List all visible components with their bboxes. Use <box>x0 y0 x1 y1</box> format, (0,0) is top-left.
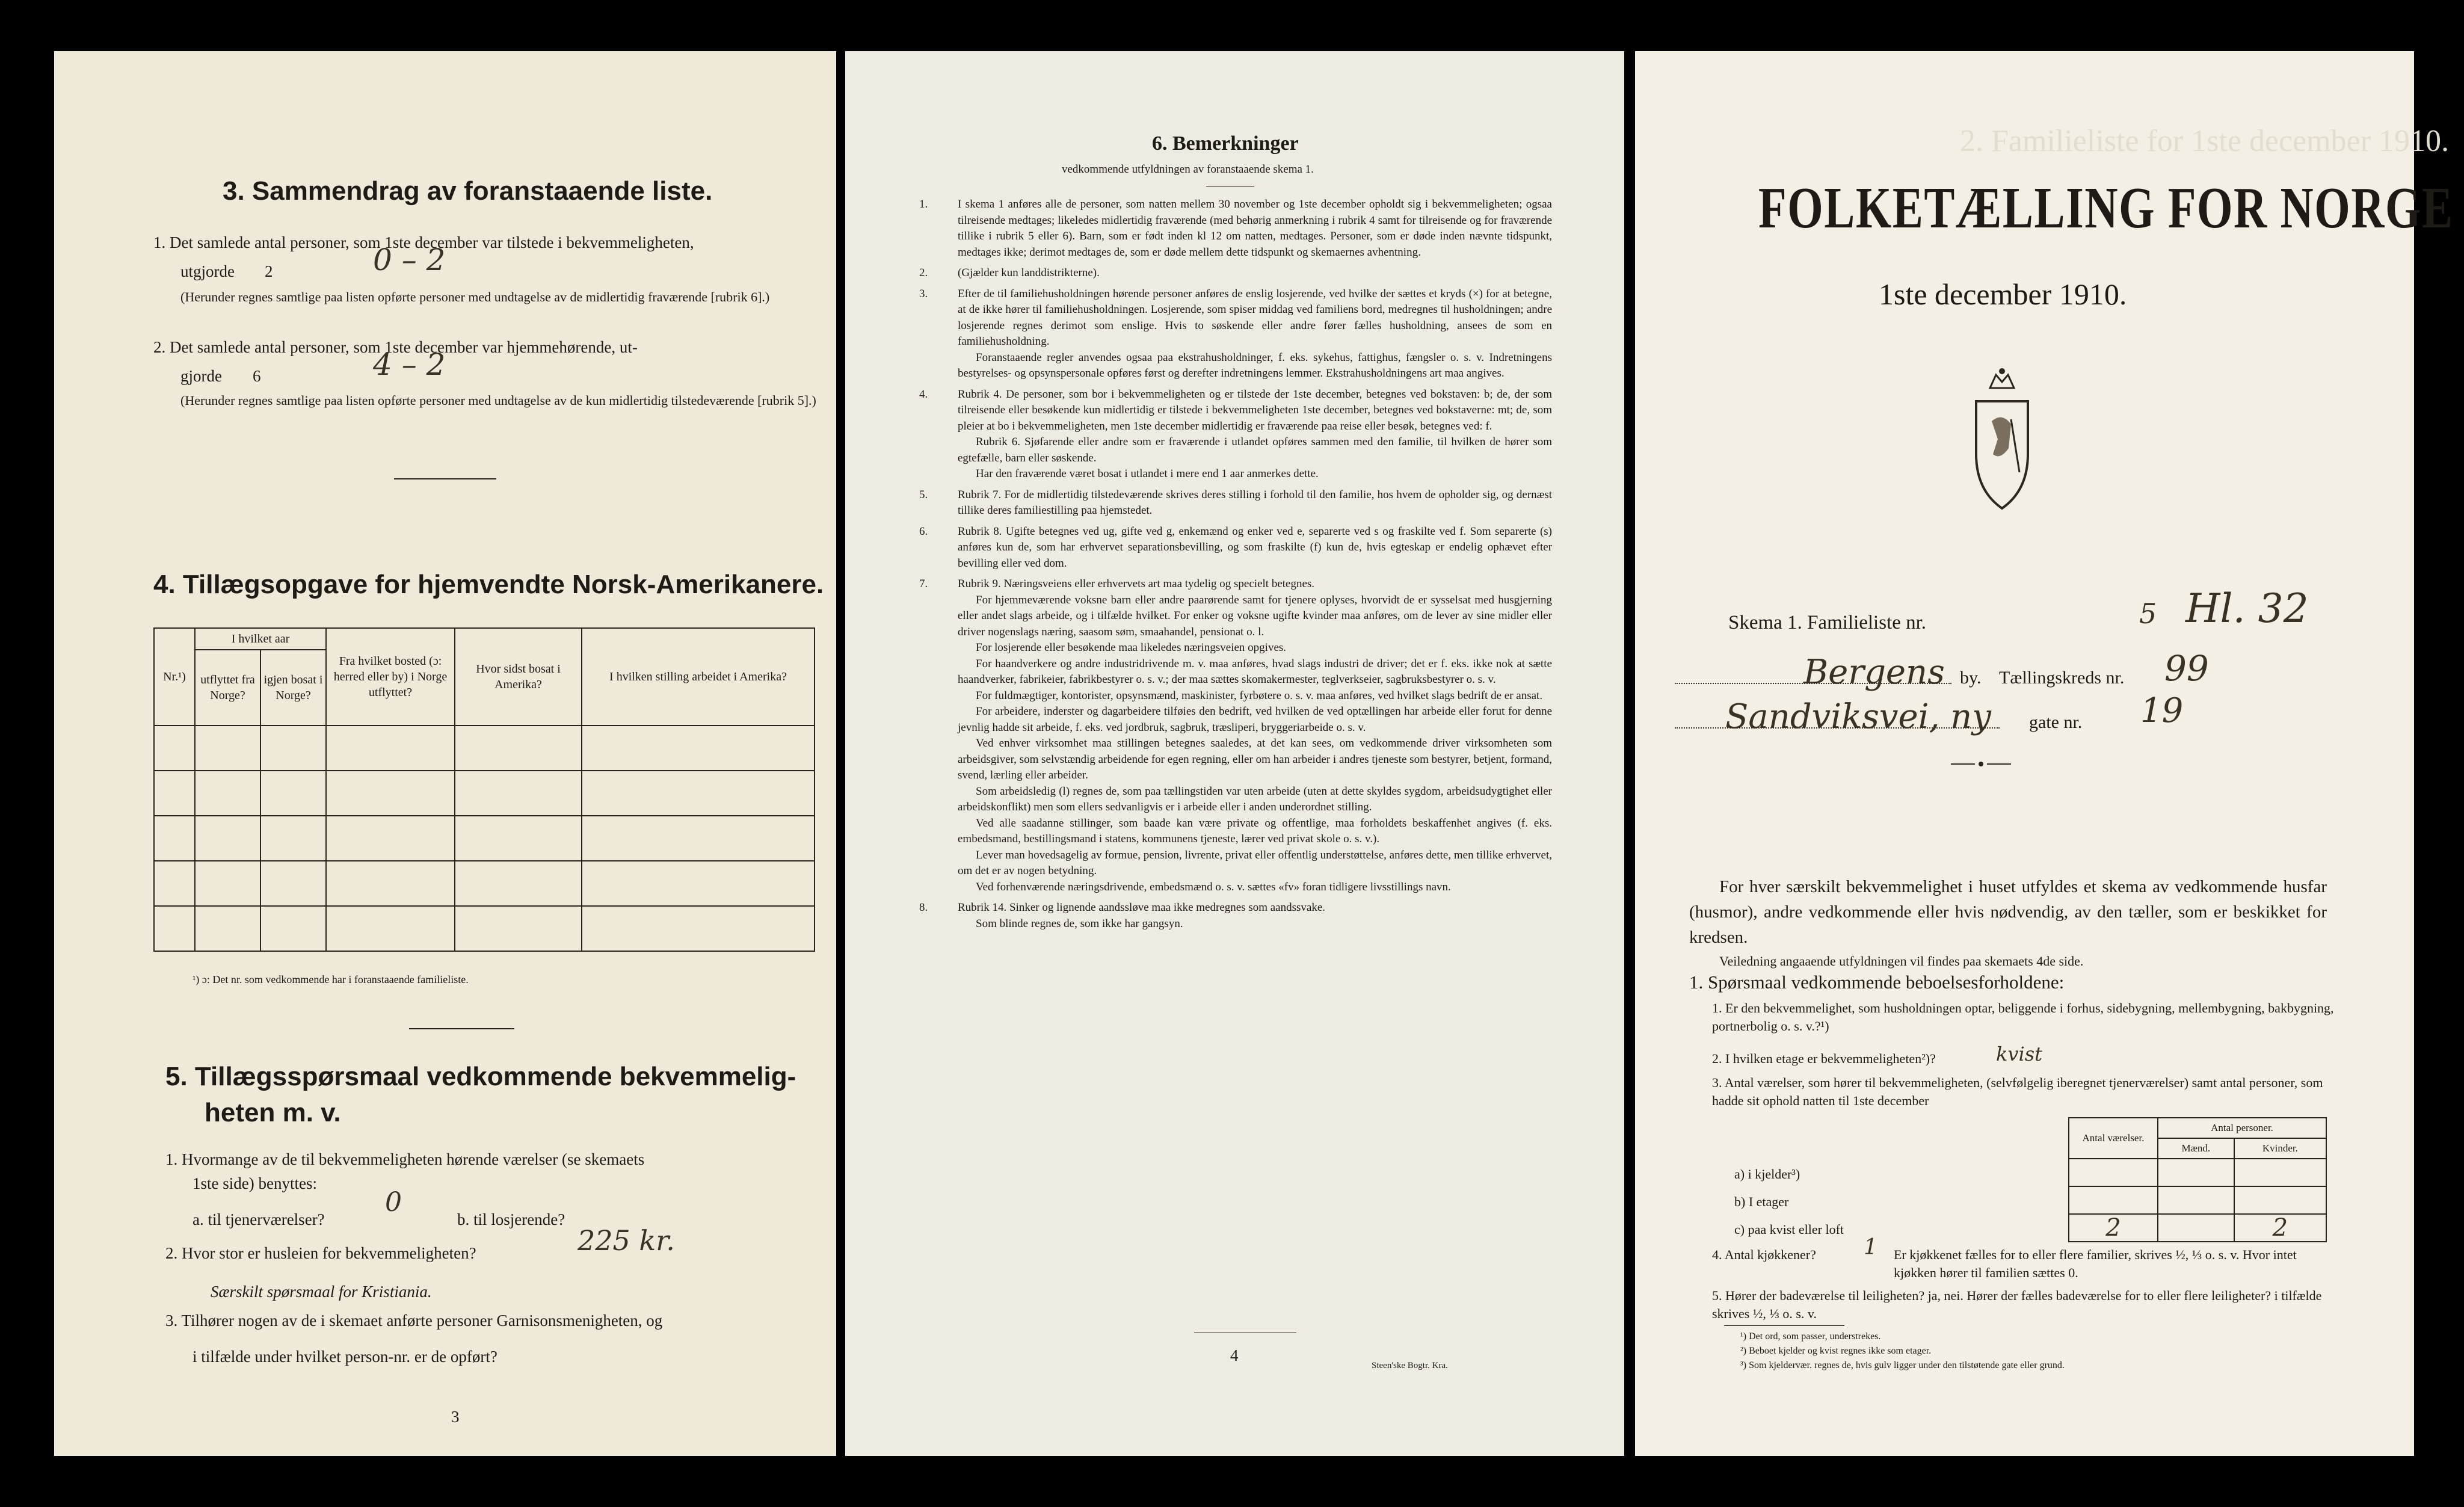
document-title: FOLKETÆLLING FOR NORGE <box>1758 176 2454 241</box>
cell-b-maend <box>2158 1186 2234 1214</box>
table-cell <box>195 726 260 771</box>
remark-paragraph: For haandverkere og andre industridrivende m. v. maa anføres, hvad slags industri de driver; det er f. eks. ikke nok at sætte haandverker, fabrikeier, fabrikbestyrer o. s. v.; der maa sættes skomakermester, teglverkseier, sagbruksbestyrer o. s. v. <box>958 657 1552 686</box>
table-cell <box>154 861 195 906</box>
s5-special: Særskilt spørsmaal for Kristiania. <box>211 1283 432 1301</box>
divider <box>1724 1325 1844 1326</box>
table-cell <box>326 816 455 861</box>
q5-text: 5. Hører der badeværelse til leiligheten? ja, nei. Hører der fælles badeværelse for to eller flere leiligheter? i tilfælde skrives ½, ⅓ o. s. v. <box>1712 1288 2322 1321</box>
remark-paragraph: For hjemmeværende voksne barn eller andre paarørende samt for tjenere oplyses, hvorvidt de er sysselsat med husgjerning eller andet slags arbeide, og i tilfælde hvilket. For enker og voksne ugifte kvinder maa anføres, om de lever av sine midler eller driver nogenslags næring, saasom søm, smaahandel, pensionat o. l. <box>958 593 1552 638</box>
divider <box>394 478 496 479</box>
remark-paragraph: Har den fraværende været bosat i utlandet i mere end 1 aar anmerkes dette. <box>976 467 1319 480</box>
page-3 <box>54 51 836 1456</box>
s3-q1-label: utgjorde <box>180 262 235 280</box>
table-cell <box>582 861 815 906</box>
census-date: 1ste december 1910. <box>1879 277 2127 311</box>
cell-c-maend <box>2158 1214 2234 1242</box>
skema-nr: 5 <box>2139 597 2157 630</box>
page-4 <box>845 51 1624 1456</box>
remark-paragraph: Ved alle saadanne stillinger, som baade kan være private og offentlige, maa forholdets beskaffenhet angives (f. eks. embedsmand, bestillingsmand i statens, kommunens tjeneste, lærer ved privat skole o. s. v.). <box>958 816 1552 845</box>
cell-a-vaer <box>2069 1159 2158 1186</box>
s3-q2-note: (Herunder regnes samtlige paa listen opførte personer med undtagelse av de kun midlertidig tilstedeværende [rubrik 5].) <box>180 393 816 408</box>
table-cell <box>260 861 326 906</box>
street-line <box>1675 727 2000 729</box>
krets-label: Tællingskreds nr. <box>1999 668 2125 688</box>
skema-label: Skema 1. Familieliste nr. <box>1728 612 1927 633</box>
page-number-3: 3 <box>451 1408 460 1426</box>
col-utflyttet: utflyttet fra Norge? <box>195 650 260 726</box>
table-cell <box>326 771 455 816</box>
q4-rest: Er kjøkkenet fælles for to eller flere familier, skrives ½, ⅓ o. s. v. Hvor intet kjøkken hører til familien sættes 0. <box>1894 1247 2297 1280</box>
table-cell <box>582 771 815 816</box>
printer-imprint: Steen'ske Bogtr. Kra. <box>1372 1361 1448 1370</box>
s3-q1-text: 1. Det samlede antal personer, som 1ste december var tilstede i bekvemmeligheten, <box>153 233 694 251</box>
table-cell <box>260 906 326 951</box>
cell-a-kv <box>2234 1159 2326 1186</box>
s3-q1-note: (Herunder regnes samtlige paa listen opførte personer med undtagelse av de midlertidig fraværende [rubrik 6].) <box>180 289 770 304</box>
remark-text: Efter de til familiehusholdningen hørende personer anføres de enslig losjerende, ved hvilke der sættes et kryds (×) for at betegne, at de ikke hører til familiehusholdningen. Losjerende, som spiser middag ved familiens bord, medregnes til husholdningen; andre losjerende regnes derimot som enslige. Hvis to søskende eller andre fører fælles husholdning, ansees de som en familiehusholdning. <box>958 287 1552 348</box>
remark-paragraph <box>919 900 1552 916</box>
ghost-text: 2. Familieliste for 1ste december 1910. <box>1960 124 2450 158</box>
veiledning-text: Veiledning angaaende utfyldningen vil findes paa skemaets 4de side. <box>1719 954 2084 969</box>
city-handwriting: Bergens <box>1803 653 1945 692</box>
remark-paragraph: Ved enhver virksomhet maa stillingen betegnes saaledes, at det kan sees, om vedkommende driver virksomheten som arbeidsgiver, som selvstændig arbeidende for egen regning, eller om han arbeider i andres tjeneste som bestyrer, betjent, formand, svend, lærling eller arbeider. <box>958 737 1552 781</box>
table-cell <box>154 816 195 861</box>
table-cell <box>455 726 582 771</box>
table-cell <box>326 861 455 906</box>
remark-text: Rubrik 4. De personer, som bor i bekvemmeligheten og er tilstede der 1ste december, betegnes ved bokstaven: b; de, der som tilreisende eller besøkende kun midlertidig er tilstede i bekvemmeligheten 1ste december, betegnes ved bokstaverne: mt; de, som pleier at bo i bekvemmeligheten, men 1ste december midlertidig er fraværende paa reise eller besøk, betegnes ved: f. <box>958 387 1552 433</box>
s5-q1-text-cont: 1ste side) benyttes: <box>192 1174 317 1192</box>
remark-text: (Gjælder kun landdistrikterne). <box>958 267 1100 279</box>
col-stilling: I hvilken stilling arbeidet i Amerika? <box>582 628 815 726</box>
table-cell <box>154 726 195 771</box>
q4-value: 1 <box>1864 1235 1877 1260</box>
table-cell <box>154 906 195 951</box>
remark-number: 1. <box>919 198 928 211</box>
section-3-heading: 3. Sammendrag av foranstaaende liste. <box>223 176 713 206</box>
table-cell <box>455 816 582 861</box>
remark-number: 2. <box>919 267 928 279</box>
col-nr: Nr.¹) <box>154 628 195 726</box>
by-label: by. <box>1960 668 1982 688</box>
section-5-heading-cont: heten m. v. <box>205 1098 341 1127</box>
s5-q1a-value: 0 <box>385 1187 402 1218</box>
q4-label: 4. Antal kjøkkener? <box>1712 1247 1816 1262</box>
s5-q2-value: 225 kr. <box>578 1224 675 1257</box>
remark-text: Rubrik 9. Næringsveiens eller erhvervets art maa tydelig og specielt betegnes. <box>958 578 1315 590</box>
col-bosat: igjen bosat i Norge? <box>260 650 326 726</box>
footnote-1: ¹) Det ord, som passer, understrekes. <box>1740 1331 1881 1342</box>
ornament <box>1951 758 2011 774</box>
page-1 <box>1635 51 2454 1456</box>
remark-number: 5. <box>919 488 928 501</box>
footnote-2: ²) Beboet kjelder og kvist regnes ikke som etager. <box>1740 1346 1932 1356</box>
ornament-icon <box>1951 758 2011 770</box>
table-cell <box>260 816 326 861</box>
table-cell <box>582 816 815 861</box>
table-cell <box>582 726 815 771</box>
section-5-heading: 5. Tillægsspørsmaal vedkommende bekvemmelig- <box>165 1062 796 1091</box>
remark-paragraph: Rubrik 6. Sjøfarende eller andre som er fraværende i utlandet opføres sammen med den familie, til hvilken de hører som egtefælle, barn eller søskende. <box>958 436 1552 464</box>
remark-text: I skema 1 anføres alle de personer, som natten mellem 30 november og 1ste december opholdt sig i bekvemmeligheten; ogsaa tilreisende medtages; likeledes midlertidig fraværende (med behørig anmerkning i rubrik 4 samt for tilreisende og for fraværende tillike i rubrik 5 eller 6). Barn, som er født inden kl 12 om natten, medtages. Personer, som er døde inden nævnte tidspunkt, medtages ikke; derimot medtages de, som er døde mellem dette tidspunkt og skemaernes avhentning. <box>958 198 1552 259</box>
remark-paragraph: Som blinde regnes de, som ikke har gangsyn. <box>976 917 1183 930</box>
s3-q1-value: 2 <box>265 262 273 280</box>
cell-c-vaer: 2 <box>2069 1214 2158 1242</box>
q2-text: 2. I hvilken etage er bekvemmeligheten²)? <box>1712 1051 1936 1066</box>
table-cell <box>154 771 195 816</box>
remark-paragraph <box>919 197 1552 260</box>
q3-text: 3. Antal værelser, som hører til bekvemmeligheten, (selvfølgelig iberegnet tjenerværelser) samt antal personer, som hadde sit ophold natten til 1ste december <box>1712 1075 2323 1108</box>
cell-a-maend <box>2158 1159 2234 1186</box>
street-handwriting: Sandviksvei, ny <box>1725 697 1991 736</box>
remark-number: 8. <box>919 901 928 914</box>
remark-number: 4. <box>919 387 928 401</box>
krets-value: 99 <box>2164 648 2209 689</box>
row-a-label: a) i kjelder³) <box>1734 1166 1800 1182</box>
cell-b-vaer <box>2069 1186 2158 1214</box>
divider <box>409 1028 514 1029</box>
section-4-heading: 4. Tillægsopgave for hjemvendte Norsk-Amerikanere. <box>153 570 824 599</box>
remark-paragraph: Ved forhenværende næringsdrivende, embedsmænd o. s. v. sættes «fv» foran tidligere livsstillings navn. <box>976 880 1451 893</box>
s5-q1-text: 1. Hvormange av de til bekvemmeligheten hørende værelser (se skemaets <box>165 1150 645 1168</box>
footnote-3: ³) Som kjeldervær. regnes de, hvis gulv ligger under den tilstøtende gate eller grund. <box>1740 1360 2065 1370</box>
gate-label: gate nr. <box>2029 712 2083 732</box>
remark-paragraph <box>919 487 1552 519</box>
table-cell <box>260 771 326 816</box>
page4-subheading: vedkommende utfyldningen av foranstaaende skema 1. <box>1062 163 1314 176</box>
col-amerika-bosted: Hvor sidst bosat i Amerika? <box>455 628 582 726</box>
intro-text: For hver særskilt bekvemmelighet i huset utfyldes et skema av vedkommende husfar (husmor), andre vedkommende eller hvis nødvendig, av den tæller, som er beskikket for kredsen. <box>1689 877 2327 947</box>
norsk-amerikanere-table <box>153 627 815 952</box>
cell-c-kv: 2 <box>2234 1214 2326 1242</box>
remark-number: 7. <box>919 578 928 590</box>
table-cell <box>582 906 815 951</box>
remark-text: Rubrik 14. Sinker og lignende aandssløve maa ikke medregnes som aandssvake. <box>958 901 1326 914</box>
remark-paragraph: For losjerende eller besøkende maa likeledes næringsveien opgives. <box>976 641 1287 654</box>
q2-value: kvist <box>1996 1043 2042 1065</box>
table-cell <box>195 906 260 951</box>
s4-footnote: ¹) ɔ: Det nr. som vedkommende har i foranstaaende familieliste. <box>192 973 469 985</box>
remark-paragraph <box>919 576 1552 593</box>
s3-q2-label: gjorde <box>180 367 222 385</box>
city-line <box>1675 683 1951 684</box>
remarks-list <box>919 197 1552 937</box>
coat-of-arms-icon <box>1969 364 2035 511</box>
rooms-persons-table <box>2068 1117 2327 1242</box>
s5-q1b-label: b. til losjerende? <box>457 1210 565 1228</box>
table-cell <box>455 861 582 906</box>
remark-paragraph <box>919 286 1552 350</box>
col-kvinder: Kvinder. <box>2234 1138 2326 1159</box>
s5-q1a-label: a. til tjenerværelser? <box>192 1210 325 1228</box>
page4-heading: 6. Bemerkninger <box>1152 132 1299 155</box>
remark-text: Rubrik 8. Ugifte betegnes ved ug, gifte ved g, enkemænd og enker ved e, separerte ved s og fraskilte ved f. Som separerte (s) anføres kun de, som har erhvervet separationsbevilling, og som fraskilte (f) kun de, hvis egteskap er endelig ophævet efter bevilling eller ved dom. <box>958 525 1552 570</box>
remark-paragraph <box>919 387 1552 435</box>
row-b-label: b) I etager <box>1734 1194 1789 1209</box>
s3-q2-text: 2. Det samlede antal personer, som 1ste december var hjemmehørende, ut- <box>153 338 638 356</box>
remark-paragraph <box>919 524 1552 572</box>
col-antal-vaerelser: Antal værelser. <box>2069 1118 2158 1159</box>
table-cell <box>326 726 455 771</box>
s5-q2-label: 2. Hvor stor er husleien for bekvemmeligheten? <box>165 1244 476 1262</box>
remark-paragraph: Som arbeidsledig (l) regnes de, som paa tællingstiden var uten arbeide (uten at dette skyldes sygdom, arbeidsudygtighet eller arbeidskonflikt) men som ellers sedvanligvis er i arbeide eller i anden underordnet stilling. <box>958 784 1552 813</box>
s3-q2-handwriting: 4 – 2 <box>373 347 446 382</box>
remark-paragraph: For arbeidere, inderster og dagarbeidere tilføies den bedrift, ved hvilken de ved optællingen har arbeide eller forut for denne jevnlig hadde sit arbeide, f. eks. ved jordbruk, sagbruk, træsliperi, bryggeriarbeide o. s. v. <box>958 705 1552 734</box>
remark-paragraph: Foranstaaende regler anvendes ogsaa paa ekstrahusholdninger, f. eks. sykehus, fattighus, fængsler o. s. v. Indretningens bestyrelses- og opsynspersonale opføres først og derefter indretningens lemmer. Ekstrahusholdningens art maa angives. <box>958 351 1552 380</box>
remark-paragraph: For fuldmægtiger, kontorister, opsynsmænd, maskinister, fyrbøtere o. s. v. maa anføres, ved hvilket slags bedrift de er ansat. <box>976 689 1543 702</box>
gate-value: 19 <box>2140 691 2184 730</box>
remark-number: 3. <box>919 287 928 300</box>
row-c-label: c) paa kvist eller loft <box>1734 1222 1844 1237</box>
cell-b-kv <box>2234 1186 2326 1214</box>
table-cell <box>326 906 455 951</box>
sp-heading: 1. Spørsmaal vedkommende beboelsesforholdene: <box>1689 972 2065 993</box>
remark-text: Rubrik 7. For de midlertidig tilstedeværende skrives deres stilling i forhold til den familie, hos hvem de opholder sig, og dernæst tillike deres familiestilling paa hjemstedet. <box>958 488 1552 517</box>
table-cell <box>260 726 326 771</box>
table-cell <box>195 816 260 861</box>
s3-q2-value: 6 <box>253 367 261 385</box>
col-bosted: Fra hvilket bosted (ɔ: herred eller by) i Norge utflyttet? <box>326 628 455 726</box>
col-antal-personer: Antal personer. <box>2158 1118 2326 1138</box>
s5-q3-text: 3. Tilhører nogen av de i skemaet anførte personer Garnisonsmenigheten, og <box>165 1311 663 1330</box>
s5-q3-text-cont: i tilfælde under hvilket person-nr. er de opført? <box>192 1348 497 1366</box>
q1-text: 1. Er den bekvemmelighet, som husholdningen optar, beliggende i forhus, sidebygning, mellembygning, bakbygning, portnerbolig o. s. v.?¹) <box>1712 1000 2334 1034</box>
table-cell <box>195 861 260 906</box>
col-maend: Mænd. <box>2158 1138 2234 1159</box>
table-cell <box>195 771 260 816</box>
remark-paragraph: Lever man hovedsagelig av formue, pension, livrente, privat eller offentlig understøttelse, anføres dette, men tillike erhvervet, om det er av nogen betydning. <box>958 848 1552 877</box>
skema-handwriting: Hl. 32 <box>2185 585 2309 632</box>
table-cell <box>455 906 582 951</box>
remark-paragraph <box>919 265 1552 282</box>
remark-number: 6. <box>919 525 928 538</box>
col-aar: I hvilket aar <box>195 628 326 650</box>
s3-q1-handwriting: 0 – 2 <box>373 242 446 277</box>
page-number-4: 4 <box>1230 1346 1239 1364</box>
table-cell <box>455 771 582 816</box>
